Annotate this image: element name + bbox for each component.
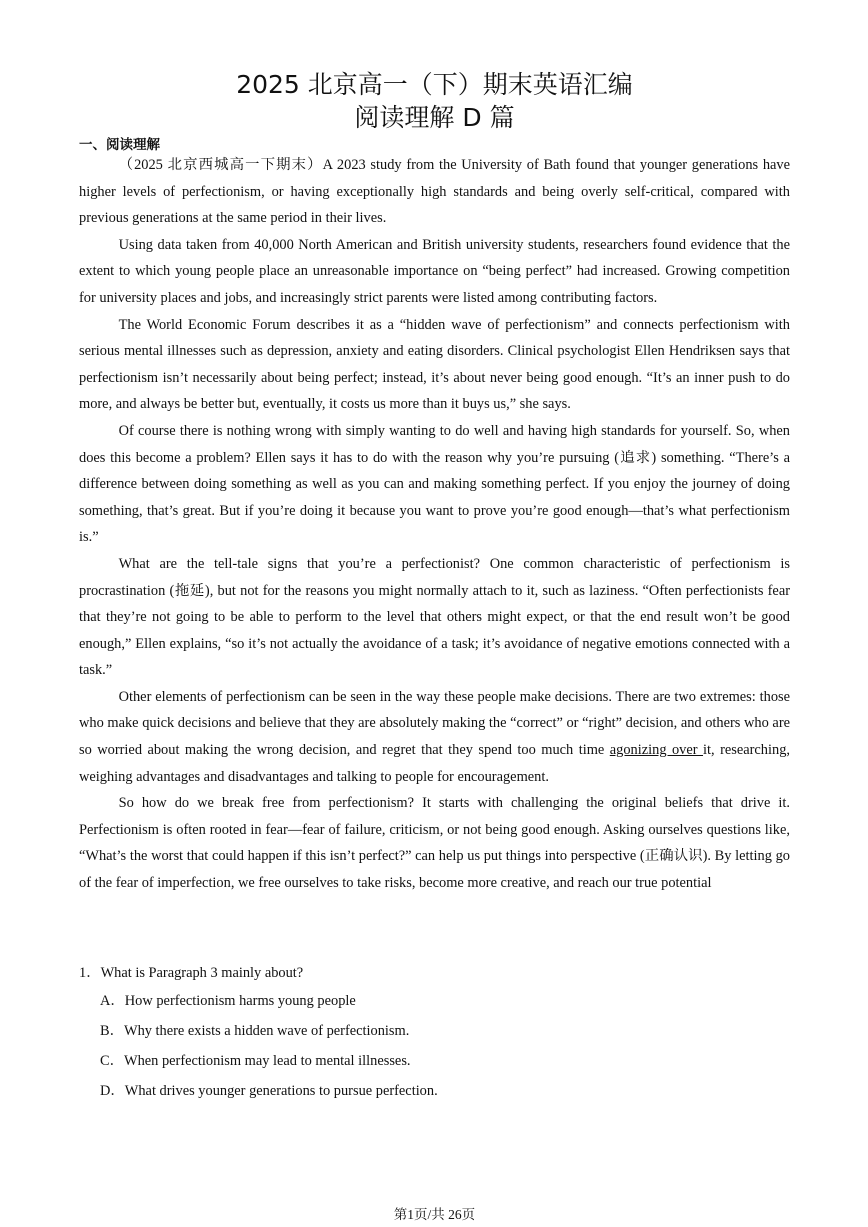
option-a: A．How perfectionism harms young people: [100, 993, 356, 1009]
passage-paragraph-7: So how do we break free from perfectionism? It starts with challenging the original beliefs that drive it. Perfectionism is often rooted in fear—fear of failure, criticism, or not being good enough. Asking ourselves questions like, “What’s the worst that could happen if this isn’t perfect?” can help us put things into perspective (正确认识). By letting go of the fear of imperfection, we free ourselves to take risks, become more creative, and reach our true potential: [79, 795, 790, 892]
passage-paragraph-4: Of course there is nothing wrong with simply wanting to do well and having high standards for yourself. So, when does this become a problem? Ellen says it has to do with the reason why you’re pursuing (追求) something. “There’s a difference between doing something as well as you can and making something perfect. If you enjoy the journey of doing something, that’s great. But if you’re doing it because you want to prove you’re good enough—that’s what perfectionism is.”: [79, 422, 790, 546]
passage-paragraph-2: Using data taken from 40,000 North American and British university students, researchers found evidence that the extent to which young people place an unreasonable importance on “being perfect” had increased. Growing competition for university places and jobs, and increasingly strict parents were listed among contributing factors.: [79, 236, 790, 306]
passage-paragraph-1: （2025 北京西城高一下期末）A 2023 study from the University of Bath found that younger generations have higher levels of perfectionism, or having exceptionally high standards and being overly self-critical, compared with previous generations at the same period in their lives.: [79, 157, 790, 227]
passage-paragraph-5: What are the tell-tale signs that you’re a perfectionist? One common characteristic of perfectionism is procrastination (拖延), but not for the reasons you might normally attach to it, such as laziness. “Often perfectionists fear that they’re not going to be able to perform to the level that others might expect, or that the end result won’t be good enough,” Ellen explains, “so it’s not actually the avoidance of a task; it’s avoidance of negative emotions connected with a task.”: [79, 555, 790, 679]
option-b: B．Why there exists a hidden wave of perfectionism.: [100, 1023, 410, 1039]
question-1: [79, 960, 790, 1106]
option-c: C．When perfectionism may lead to mental illnesses.: [100, 1053, 411, 1069]
paragraph-6-text-after: it, researching, weighing advantages and disadvantages and talking to people for encouragement.: [79, 742, 790, 785]
page-title: 2025 北京高一（下）期末英语汇编: [236, 70, 633, 99]
option-d: D．What drives younger generations to pursue perfection.: [100, 1083, 438, 1099]
passage-paragraph-6: [79, 684, 790, 790]
paragraph-6-text-before: Other elements of perfectionism can be seen in the way these people make decisions. There are two extremes: those who make quick decisions and believe that they are absolutely making the “correct” or “right” decision, and others who are so worried about making the wrong decision, and regret that they spend too much time: [79, 688, 790, 759]
document-page: [79, 0, 790, 1227]
underlined-phrase: agonizing over: [609, 742, 704, 759]
section-heading: 一、阅读理解: [79, 137, 160, 153]
passage-paragraph-3: The World Economic Forum describes it as a “hidden wave of perfectionism” and connects perfectionism with serious mental illnesses such as depression, anxiety and eating disorders. Clinical psychologist Ellen Hendriksen says that perfectionism isn’t necessarily about being perfect; instead, it’s about never being good enough. “It’s an inner push to do more, and always be better but, eventually, it costs us more than it buys us,” she says.: [79, 316, 790, 413]
question-stem: 1．What is Paragraph 3 mainly about?: [79, 965, 304, 981]
page-subtitle: 阅读理解 D 篇: [354, 103, 515, 132]
page-number: 第1页/共 26页: [393, 1207, 476, 1222]
reading-passage: [79, 152, 790, 897]
